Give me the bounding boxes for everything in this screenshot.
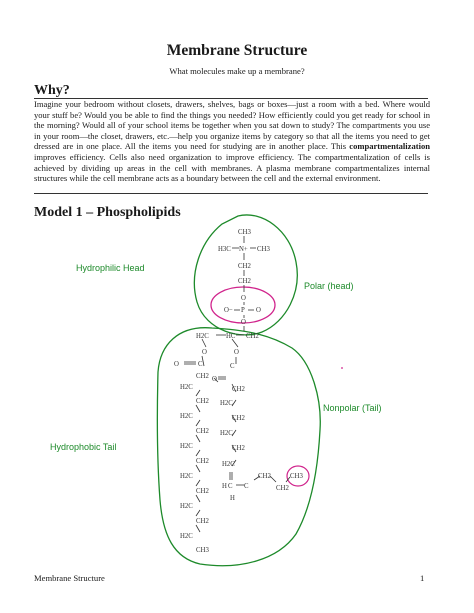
atom-o-7: O (212, 376, 217, 383)
atom-ch2-8: CH2 (196, 428, 209, 435)
atom-ch3-right: CH3 (257, 246, 270, 253)
model-heading: Model 1 – Phospholipids (34, 205, 181, 220)
atom-o-2: O (256, 307, 261, 314)
atom-c-3: C (228, 483, 233, 490)
atom-o-6: O (174, 361, 179, 368)
chem-labels (174, 229, 303, 554)
atom-ch2-11: CH2 (258, 473, 271, 480)
atom-ch2-12: CH2 (276, 485, 289, 492)
atom-h2c-2: H2C (180, 384, 193, 391)
annotation-hydrophilic-head: Hydrophilic Head (76, 263, 145, 273)
atom-ch3-top: CH3 (238, 229, 251, 236)
atom-o-5: O (234, 349, 239, 356)
atom-ch2-1: CH2 (238, 263, 251, 270)
why-text-part-2: improves efficiency. Cells also need organization to improve efficiency. The compartmentalization of cells is achieved by dividing up areas in the cell with membranes. A plasma membrane compartmentalizes internal structures while the cell membrane acts as a boundary between the cell and the external environment. (34, 151, 430, 184)
atom-ch3-tail: CH3 (196, 547, 209, 554)
page-title: Membrane Structure (166, 42, 308, 59)
atom-o-3: O (241, 319, 246, 326)
atom-h2c-5: H2C (220, 430, 233, 437)
atom-n-plus: N+ (239, 246, 248, 253)
annotation-polar-head: Polar (head) (304, 281, 354, 291)
page-number: 1 (420, 573, 425, 583)
atom-h2c-6: H2C (180, 443, 193, 450)
annotation-hydrophobic-tail: Hydrophobic Tail (50, 442, 117, 452)
page-subtitle: What molecules make up a membrane? (169, 66, 305, 76)
compartmentalization-term: compartmentalization (349, 141, 430, 152)
atom-h2c-3: H2C (220, 400, 233, 407)
atom-h2c-8: H2C (180, 473, 193, 480)
atom-c-2: C (230, 363, 235, 370)
atom-o-4: O (202, 349, 207, 356)
atom-ch2-4: CH2 (196, 373, 209, 380)
atom-h2c-10: H2C (180, 533, 193, 540)
atom-ch2-2: CH2 (238, 278, 251, 285)
atom-c-1: C (198, 361, 203, 368)
why-text-part-1: Imagine your bedroom without closets, drawers, shelves, bags or boxes—just a room with a bed. Where would your stuff be? Would you be able to find the things you needed? How efficiently could you get ready for school in the morning? Would all of your school items be together when you sat down to study? The compartments you use in your room—the closet, drawers, etc.—help you organize items by category so that all the items you need to get dressed are in one place. All the items you need for studying are in another place. This (34, 99, 430, 152)
atom-o-1: O (241, 295, 246, 302)
atom-ch2-13: CH2 (196, 488, 209, 495)
atom-h-1: H (222, 483, 227, 490)
atom-p: P (241, 307, 245, 314)
atom-ch2-3: CH2 (246, 333, 259, 340)
atom-h3c: H3C (218, 246, 231, 253)
atom-h2c-9: H2C (180, 503, 193, 510)
atom-ch2-7: CH2 (232, 415, 245, 422)
annotation-nonpolar-tail: Nonpolar (Tail) (323, 403, 382, 413)
phosphate-highlight (211, 287, 275, 323)
atom-ch3-end: CH3 (290, 473, 303, 480)
atom-h2c-4: H2C (180, 413, 193, 420)
why-heading: Why? (34, 83, 70, 98)
atom-h2c-7: H2C (222, 461, 235, 468)
atom-o-minus: O− (224, 307, 233, 314)
stray-mark (341, 367, 343, 369)
atom-ch2-5: CH2 (232, 386, 245, 393)
atom-hc: HC (226, 333, 236, 340)
atom-h2c-1: H2C (196, 333, 209, 340)
atom-ch2-6: CH2 (196, 398, 209, 405)
atom-ch2-14: CH2 (196, 518, 209, 525)
atom-c-4: C (244, 483, 249, 490)
atom-h-2: H (230, 495, 235, 502)
footer-title: Membrane Structure (34, 573, 105, 583)
atom-ch2-9: CH2 (232, 445, 245, 452)
atom-ch2-10: CH2 (196, 458, 209, 465)
